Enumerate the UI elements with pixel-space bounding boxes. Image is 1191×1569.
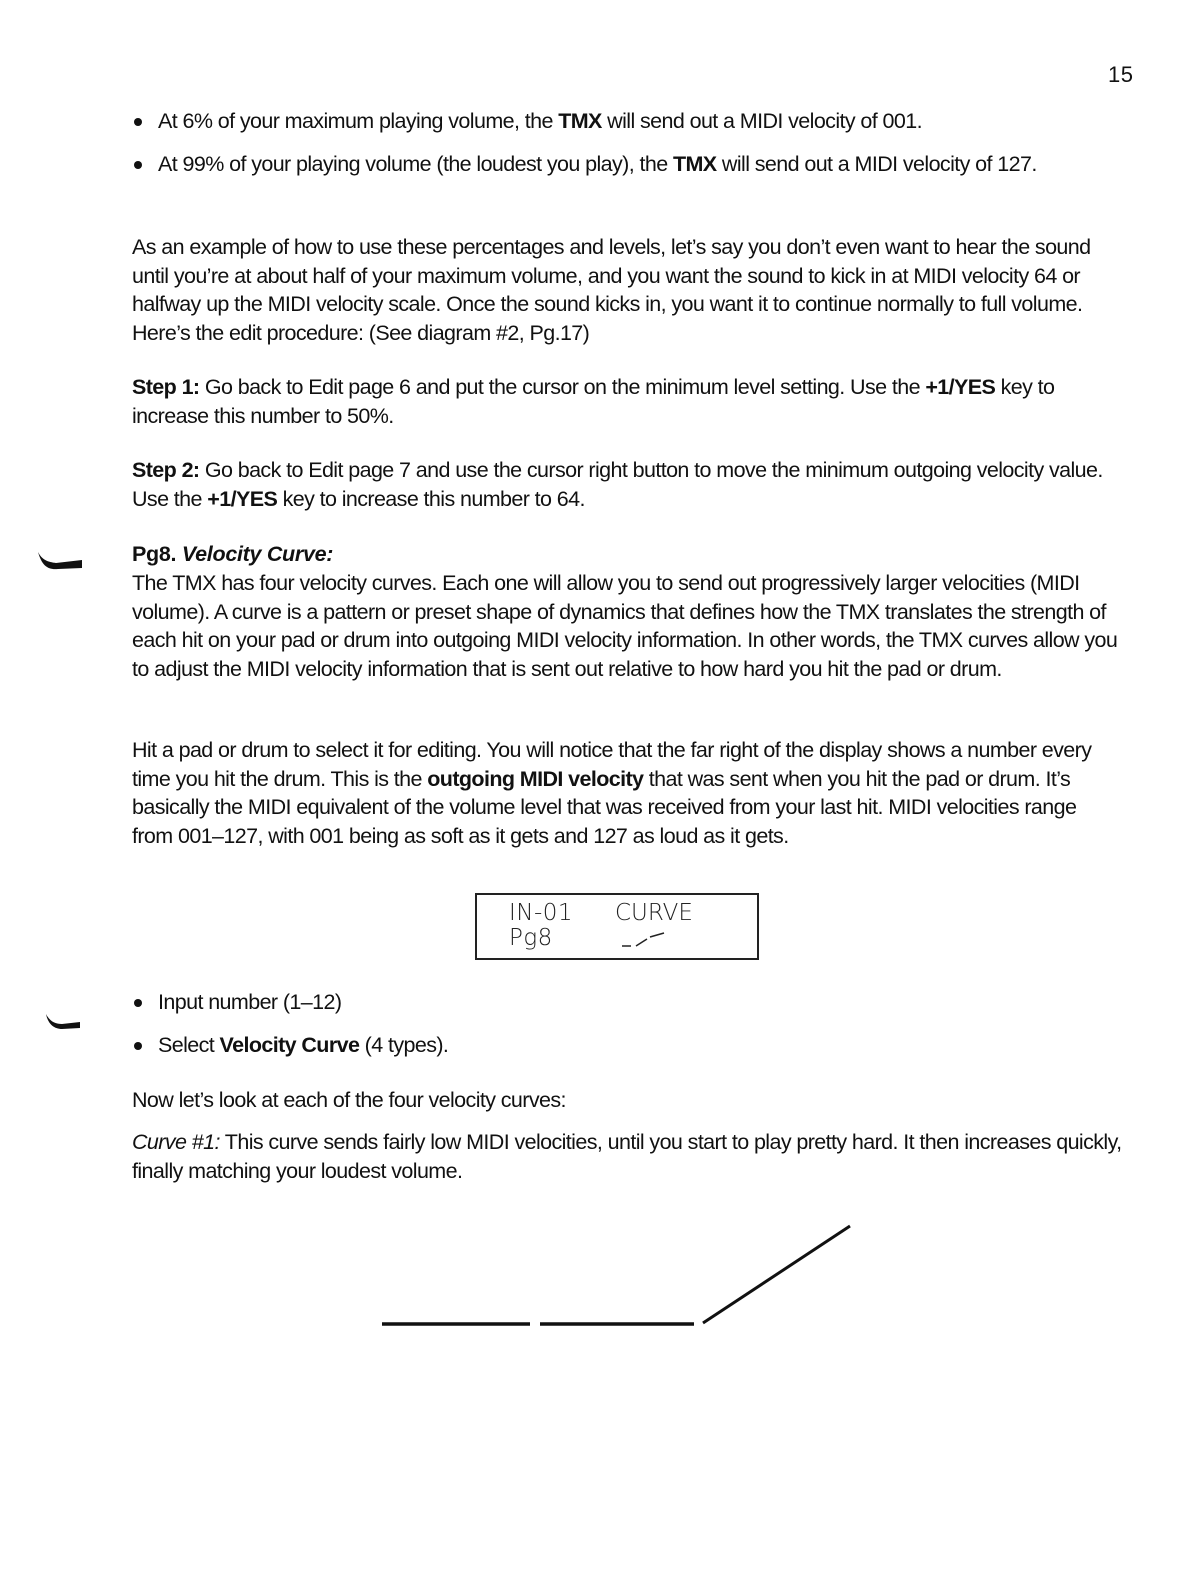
bullet-icon	[134, 118, 142, 126]
lcd-curve-label: CURVE	[615, 900, 693, 926]
bullet-list-top	[132, 107, 1092, 179]
lcd-curve-glyph-icon	[620, 931, 670, 949]
margin-arrow-icon	[36, 548, 86, 574]
section-paragraph: The TMX has four velocity curves. Each one will allow you to send out progressively larger velocities (MIDI volume). A curve is a pattern or preset shape of dynamics that defines how the TMX translates the strength of each hit on your pad or drum into outgoing MIDI velocity information. In other words, the TMX curves allow you to adjust the MIDI velocity information that is sent out relative to how hard you hit the pad or drum.	[132, 571, 1118, 681]
page-number: 15	[1108, 62, 1134, 87]
step-1: Step 1: Go back to Edit page 6 and put the cursor on the minimum level setting. Use the +1/YES key to increase this number to 50%.	[132, 375, 1055, 428]
curve-1-description: Curve #1: This curve sends fairly low MIDI velocities, until you start to play pretty hard. It then increases quickly, finally matching your loudest volume.	[132, 1130, 1122, 1183]
list-item: Select Velocity Curve (4 types).	[132, 1031, 1092, 1060]
velocity-curve-1-diagram	[378, 1222, 858, 1332]
list-item: Input number (1–12)	[132, 988, 1092, 1017]
bullet-icon	[134, 999, 142, 1007]
margin-arrow-icon	[44, 1012, 82, 1032]
lcd-input-label: IN-01	[509, 900, 574, 926]
lcd-display	[475, 893, 759, 960]
intro-curves: Now let’s look at each of the four velocity curves:	[132, 1088, 566, 1112]
section-heading: Pg8. Velocity Curve:	[132, 542, 334, 566]
list-item: At 99% of your playing volume (the loudest you play), the TMX will send out a MIDI velocity of 127.	[132, 150, 1092, 179]
curve-rising-segment	[703, 1226, 850, 1323]
bullet-icon	[134, 161, 142, 169]
bullet-icon	[134, 1042, 142, 1050]
step-2: Step 2: Go back to Edit page 7 and use the cursor right button to move the minimum outgoing velocity value. Use the +1/YES key to increase this number to 64.	[132, 458, 1103, 511]
lcd-page-label: Pg8	[509, 925, 553, 951]
bullet-list-lcd	[132, 988, 1092, 1060]
list-item: At 6% of your maximum playing volume, the TMX will send out a MIDI velocity of 001.	[132, 107, 1092, 136]
hit-paragraph: Hit a pad or drum to select it for editing. You will notice that the far right of the display shows a number every time you hit the drum. This is the outgoing MIDI velocity that was sent when you hit the pad or drum. It’s basically the MIDI equivalent of the volume level that was received from your last hit. MIDI velocities range from 001–127, with 001 being as soft as it gets and 127 as loud as it gets.	[132, 738, 1092, 848]
example-paragraph: As an example of how to use these percentages and levels, let’s say you don’t even want to hear the sound until you’re at about half of your maximum volume, and you want the sound to kick in at MIDI velocity 64 or halfway up the MIDI velocity scale. Once the sound kicks in, you want it to continue normally to full volume. Here’s the edit procedure: (See diagram #2, Pg.17)	[132, 235, 1091, 345]
